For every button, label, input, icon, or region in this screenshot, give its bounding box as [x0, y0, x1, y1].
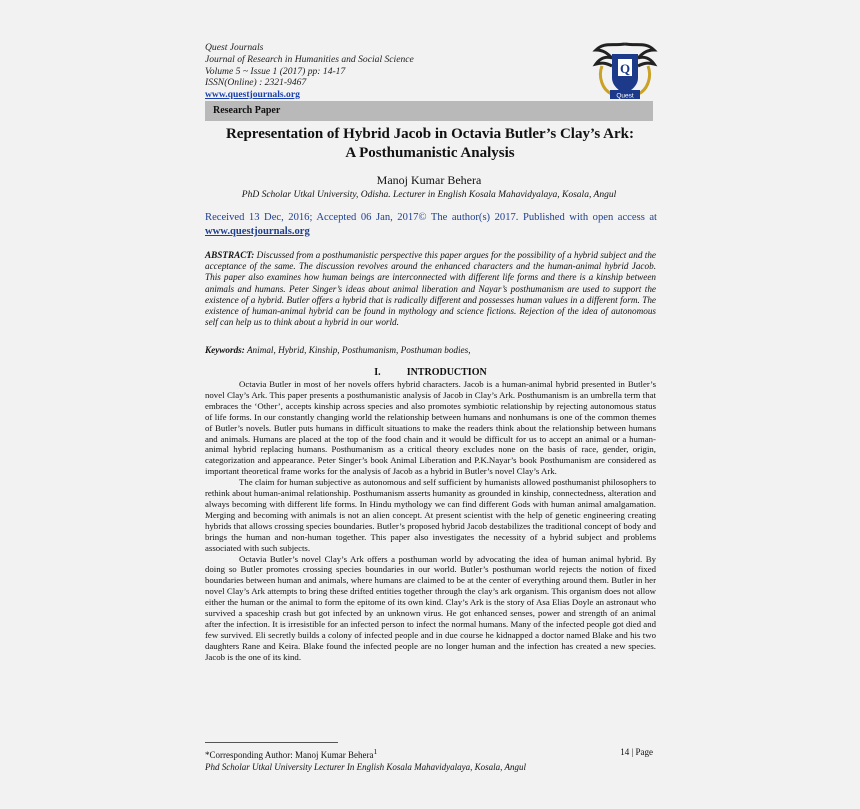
- keywords-text: Animal, Hybrid, Kinship, Posthumanism, Posthuman bodies,: [244, 345, 471, 355]
- keywords: [205, 345, 656, 355]
- body-paragraph-3: Octavia Butler’s novel Clay’s Ark offers a posthuman world by advocating the idea of human animal hybrid. By doing so Butler promotes crossing species boundaries in our world. Butler’s posthuman world rejects the notion of fixed boundaries between human and animals, where humans are claimed to be at the center of everything around them. Butler in her novel Clay’s Ark attempts to bring these drifted entities together through the clay’s ark organism. This organism does not allow either the human or the animal to form the epitome of its own kind. Clay’s Ark is the story of Asa Elias Doyle an astronaut who survived a spaceship crash but got infected by an unknown virus. He got enhanced senses, power and strength of an animal after the infection. It is irresistible for an infected person to infect the normal humans. Many of the infected people got died and few survived. Eli secretly builds a colony of infected people and in due course he kidnapped a doctor named Blake and his two daughters Rane and Keira. Blake found the infected people are no longer human and the infection has created a new species. Jacob is the one of its kind.: [205, 553, 656, 662]
- logo-letter: Q: [619, 61, 631, 76]
- corresponding-author: *Corresponding Author: Manoj Kumar Behera: [205, 750, 374, 760]
- footnote: [205, 746, 657, 773]
- section-heading: [205, 367, 656, 378]
- journal-website-link[interactable]: www.questjournals.org: [205, 89, 300, 101]
- footer-affiliation: Phd Scholar Utkal University Lecturer In English Kosala Mahavidyalaya, Kosala, Angul: [205, 762, 526, 772]
- paper-title-line-1: Representation of Hybrid Jacob in Octavia Butler’s Clay’s Ark:: [225, 126, 635, 142]
- footnote-divider: [205, 742, 338, 743]
- paper-type-bar: Research Paper: [205, 101, 653, 121]
- keywords-label: Keywords:: [205, 345, 245, 355]
- author-affiliation: PhD Scholar Utkal University, Odisha. Lecturer in English Kosala Mahavidyalaya, Kosala, Angul: [241, 190, 617, 200]
- body-paragraph-2: The claim for human subjective as autonomous and self sufficient by humanists allowed posthumanist philosophers to rethink about human-animal relationship. Posthumanism asserts humanity as grounded in kinship, connectedness, alteration and always becoming with different life forms. In Hindu mythology we can find different Gods with human animal amalgamation. Merging and becoming with animals is not an alien concept. At present scientist with the help of genetic engineering creating hybrids that allows crossing species boundaries. Butler’s proposed hybrid Jacob destabilizes the traditional concept of body and brings the human and non-human together. This paper also investigates the necessity of a hybrid subject and problems associated with such subjects.: [205, 477, 656, 553]
- received-info: [205, 211, 657, 239]
- journal-info: [205, 42, 414, 101]
- footnote-sup: 1: [373, 747, 378, 756]
- section-title: INTRODUCTION: [406, 367, 487, 378]
- abstract-text: Discussed from a posthumanistic perspective this paper argues for the possibility of a hybrid subject and the acceptance of the same. The discussion revolves around the enhanced characters and the human-animal hybrid Jacob. This paper also examines how human beings are interconnected with different life forms and there is a kinship between animals and humans. Peter Singer’s ideas about animal liberation and Nayar’s posthumanism are used to support the existence of a hybrid. Butler offers a hybrid that is radically different and possesses human values in a different form. The existence of human-animal hybrid can be found in mythology and science fictions. Rejection of the idea of autonomous self can help us to think about a hybrid in our world.: [205, 250, 656, 328]
- body-text: [205, 379, 656, 663]
- journal-name: Quest Journals: [205, 42, 264, 53]
- author-name: Manoj Kumar Behera: [376, 173, 482, 187]
- body-paragraph-1: Octavia Butler in most of her novels offers hybrid characters. Jacob is a human-animal hybrid presented in Butler’s novel Clay’s Ark. This paper presents a posthumanistic analysis of Jacob in Clay’s Ark. Posthumanism is an umbrella term that embraces the ‘Other’, accepts kinship across species and also promotes symbiotic relationship by rejecting autonomous status of life forms. In our constantly changing world the relationship between humans and nonhumans is one of the common themes of Butler’s novels. Butler puts humans in difficult situations to make the readers think about the relationship between humans and animals. Humans are placed at the top of the food chain and it would be difficult for us to accept an animal or a human-animal hybrid replacing humans. Posthumanism as a critical theory excludes none on the basis of race, gender, origin, categorization and appearance. Peter Singer’s book Animal Liberation and P.K.Nayar’s book Posthumanism are considered as important theoretical frame works for the analysis of Jacob as a hybrid in Butler’s novel Clay’s Ark.: [205, 379, 656, 477]
- abstract-label: ABSTRACT:: [205, 250, 255, 260]
- received-link[interactable]: www.questjournals.org: [205, 226, 310, 237]
- section-number: I.: [374, 367, 381, 378]
- page-number: 14 | Page: [620, 747, 653, 757]
- quest-journals-logo: [590, 40, 660, 102]
- paper-title: [200, 125, 660, 163]
- journal-volume: Volume 5 ~ Issue 1 (2017) pp: 14-17: [205, 65, 346, 77]
- paper-title-line-2: A Posthumanistic Analysis: [345, 145, 515, 161]
- received-text: Received 13 Dec, 2016; Accepted 06 Jan, 2017© The author(s) 2017. Published with open access at: [205, 212, 657, 223]
- journal-full-name: Journal of Research in Humanities and Social Science: [205, 53, 414, 65]
- journal-issn: ISSN(Online) : 2321-9467: [205, 77, 307, 89]
- logo-text: Quest: [616, 92, 634, 100]
- abstract: [205, 250, 656, 328]
